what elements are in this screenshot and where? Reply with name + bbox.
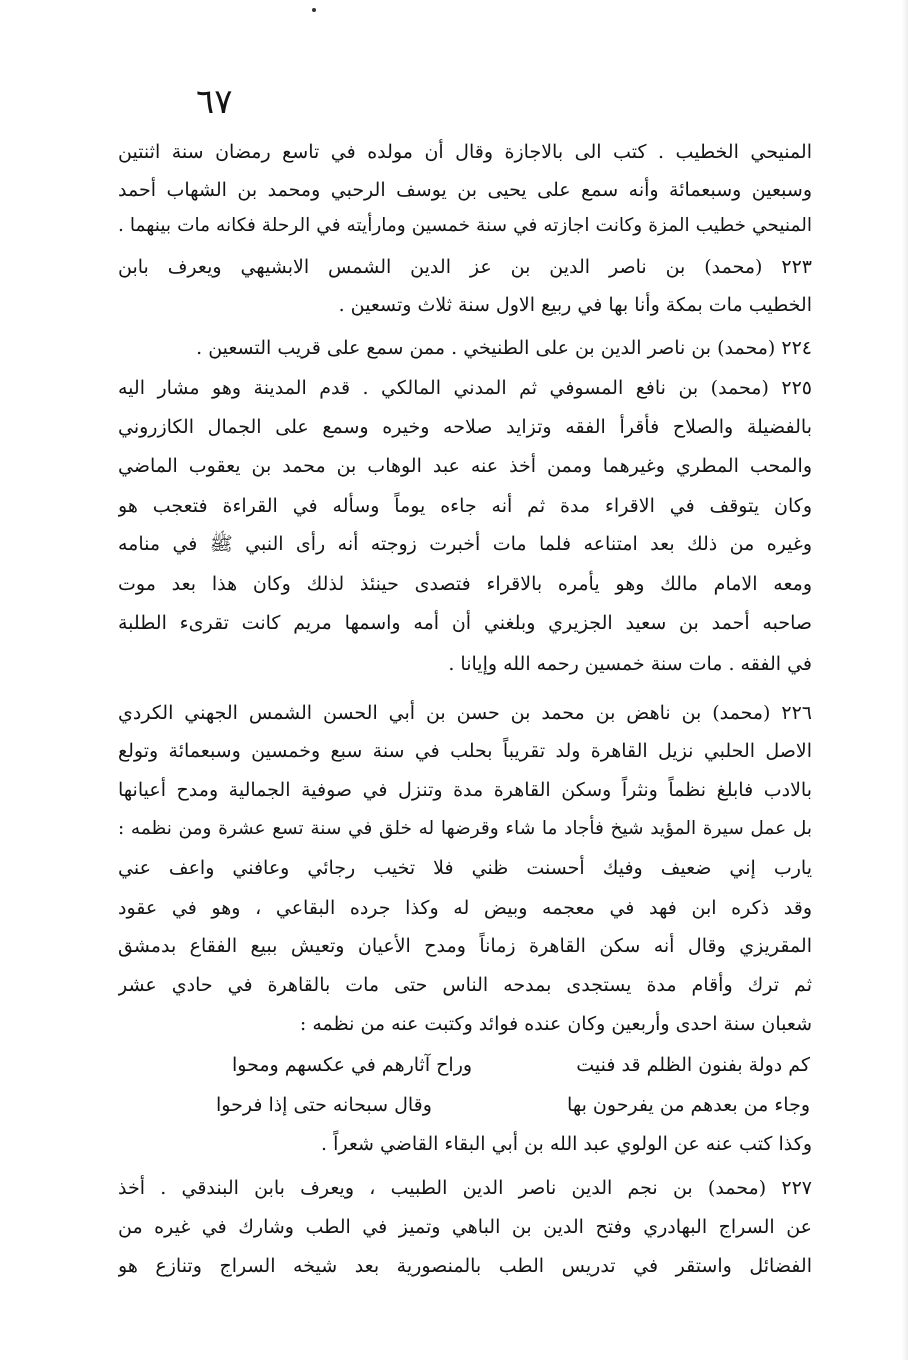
- text-line: وقد ذكره ابن فهد في معجمه وبيض له وكذا جرده البقاعي ، وهو في عقود: [118, 897, 812, 919]
- text-line: صاحبه أحمد بن سعيد الجزيري وبلغني أن أمه واسمها مريم كانت تقرىء الطلبة: [118, 612, 812, 634]
- text-line: الفضائل واستقر في تدريس الطب بالمنصورية بعد شيخه السراج وتنازع هو: [118, 1255, 812, 1277]
- scan-edge: [902, 0, 908, 1360]
- text-line: المنيحي الخطيب . كتب الى بالاجازة وقال أن مولده في تاسع رمضان سنة اثنتين: [118, 141, 812, 163]
- text-line: الاصل الحلبي نزيل القاهرة ولد تقريباً بحلب في سنة سبع وخمسين وسبعمائة وتولع: [118, 740, 812, 762]
- text-line: وغيره من ذلك بعد امتناعه فلما مات أخبرت زوجته أنه رأى النبي ﷺ في منامه: [118, 533, 812, 555]
- entry-223-heading: ٢٢٣ (محمد) بن ناصر الدين بن عز الدين الشمس الابشيهي ويعرف بابن: [118, 256, 812, 278]
- text-line: بالفضيلة والصلاح فأقرأ الفقه وتزايد صلاحه وخيره وسمع على الجمال الكازروني: [118, 416, 812, 438]
- text-line: المقريزي وقال أنه سكن القاهرة زماناً ومدح الأعيان وتعيش ببيع الفقاع بدمشق: [118, 935, 812, 957]
- text-line: وكان يتوقف في الاقراء مدة ثم أنه جاءه يوماً وسأله في القراءة فتعجب هو: [118, 495, 812, 517]
- verse-2-first: وجاء من بعدهم من يفرحون بها: [567, 1094, 810, 1116]
- ink-speck: [312, 8, 316, 12]
- entry-224-heading: ٢٢٤ (محمد) بن ناصر الدين بن على الطنيخي . ممن سمع على قريب التسعين .: [196, 337, 812, 359]
- text-line: المنيحي خطيب المزة وكانت اجازته في سنة خمسين ومارأيته في الرحلة فكانه مات بينهما .: [118, 215, 812, 236]
- text-line: شعبان سنة احدى وأربعين وكان عنده فوائد وكتبت عنه من نظمه :: [299, 1013, 812, 1035]
- poem-line: يارب إني ضعيف وفيك أحسنت ظني فلا تخيب رجائي وعافني واعف عني: [118, 857, 812, 879]
- text-line: بالادب فابلغ نظماً ونثراً وسكن القاهرة مدة وتنزل في صوفية الجمالية ومدح أعيانها: [118, 779, 812, 801]
- text-line: وسبعين وسبعمائة وأنه سمع على يحيى بن يوسف الرحبي ومحمد بن الشهاب أحمد: [118, 179, 812, 201]
- text-line: وكذا كتب عنه عن الولوي عبد الله بن أبي البقاء القاضي شعراً .: [320, 1133, 812, 1155]
- text-line: ثم ترك وأقام مدة يستجدى بمدحه الناس حتى مات بالقاهرة في حادي عشر: [118, 974, 812, 996]
- text-line: في الفقه . مات سنة خمسين رحمه الله وإيانا .: [448, 653, 812, 675]
- verse-2-second: وقال سبحانه حتى إذا فرحوا: [216, 1094, 432, 1116]
- entry-225-heading: ٢٢٥ (محمد) بن نافع المسوفي ثم المدني المالكي . قدم المدينة وهو مشار اليه: [118, 377, 812, 399]
- text-line: الخطيب مات بمكة وأنا بها في ربيع الاول سنة ثلاث وتسعين .: [338, 294, 812, 316]
- entry-226-heading: ٢٢٦ (محمد) بن ناهض بن محمد بن حسن بن أبي الحسن الشمس الجهني الكردي: [118, 702, 812, 724]
- text-line: بل عمل سيرة المؤيد شيخ فأجاد ما شاء وقرضها له خلق في سنة تسع عشرة ومن نظمه :: [118, 818, 812, 839]
- verse-1-second: وراح آثارهم في عكسهم ومحوا: [232, 1054, 473, 1076]
- verse-1-first: كم دولة بفنون الظلم قد فنيت: [576, 1054, 810, 1076]
- page-number: ٦٧: [196, 82, 233, 122]
- text-line: والمحب المطري وغيرهما وممن أخذ عنه عبد الوهاب بن محمد بن يعقوب الماضي: [118, 455, 812, 477]
- text-line: ومعه الامام مالك وهو يأمره بالاقراء فتصدى حينئذ لذلك وكان هذا بعد موت: [118, 573, 812, 595]
- entry-227-heading: ٢٢٧ (محمد) بن نجم الدين ناصر الدين الطبيب ، ويعرف بابن البندقي . أخذ: [118, 1177, 812, 1199]
- text-line: عن السراج البهادري وفتح الدين بن الباهي وتميز في الطب وشارك في غيره من: [118, 1216, 812, 1238]
